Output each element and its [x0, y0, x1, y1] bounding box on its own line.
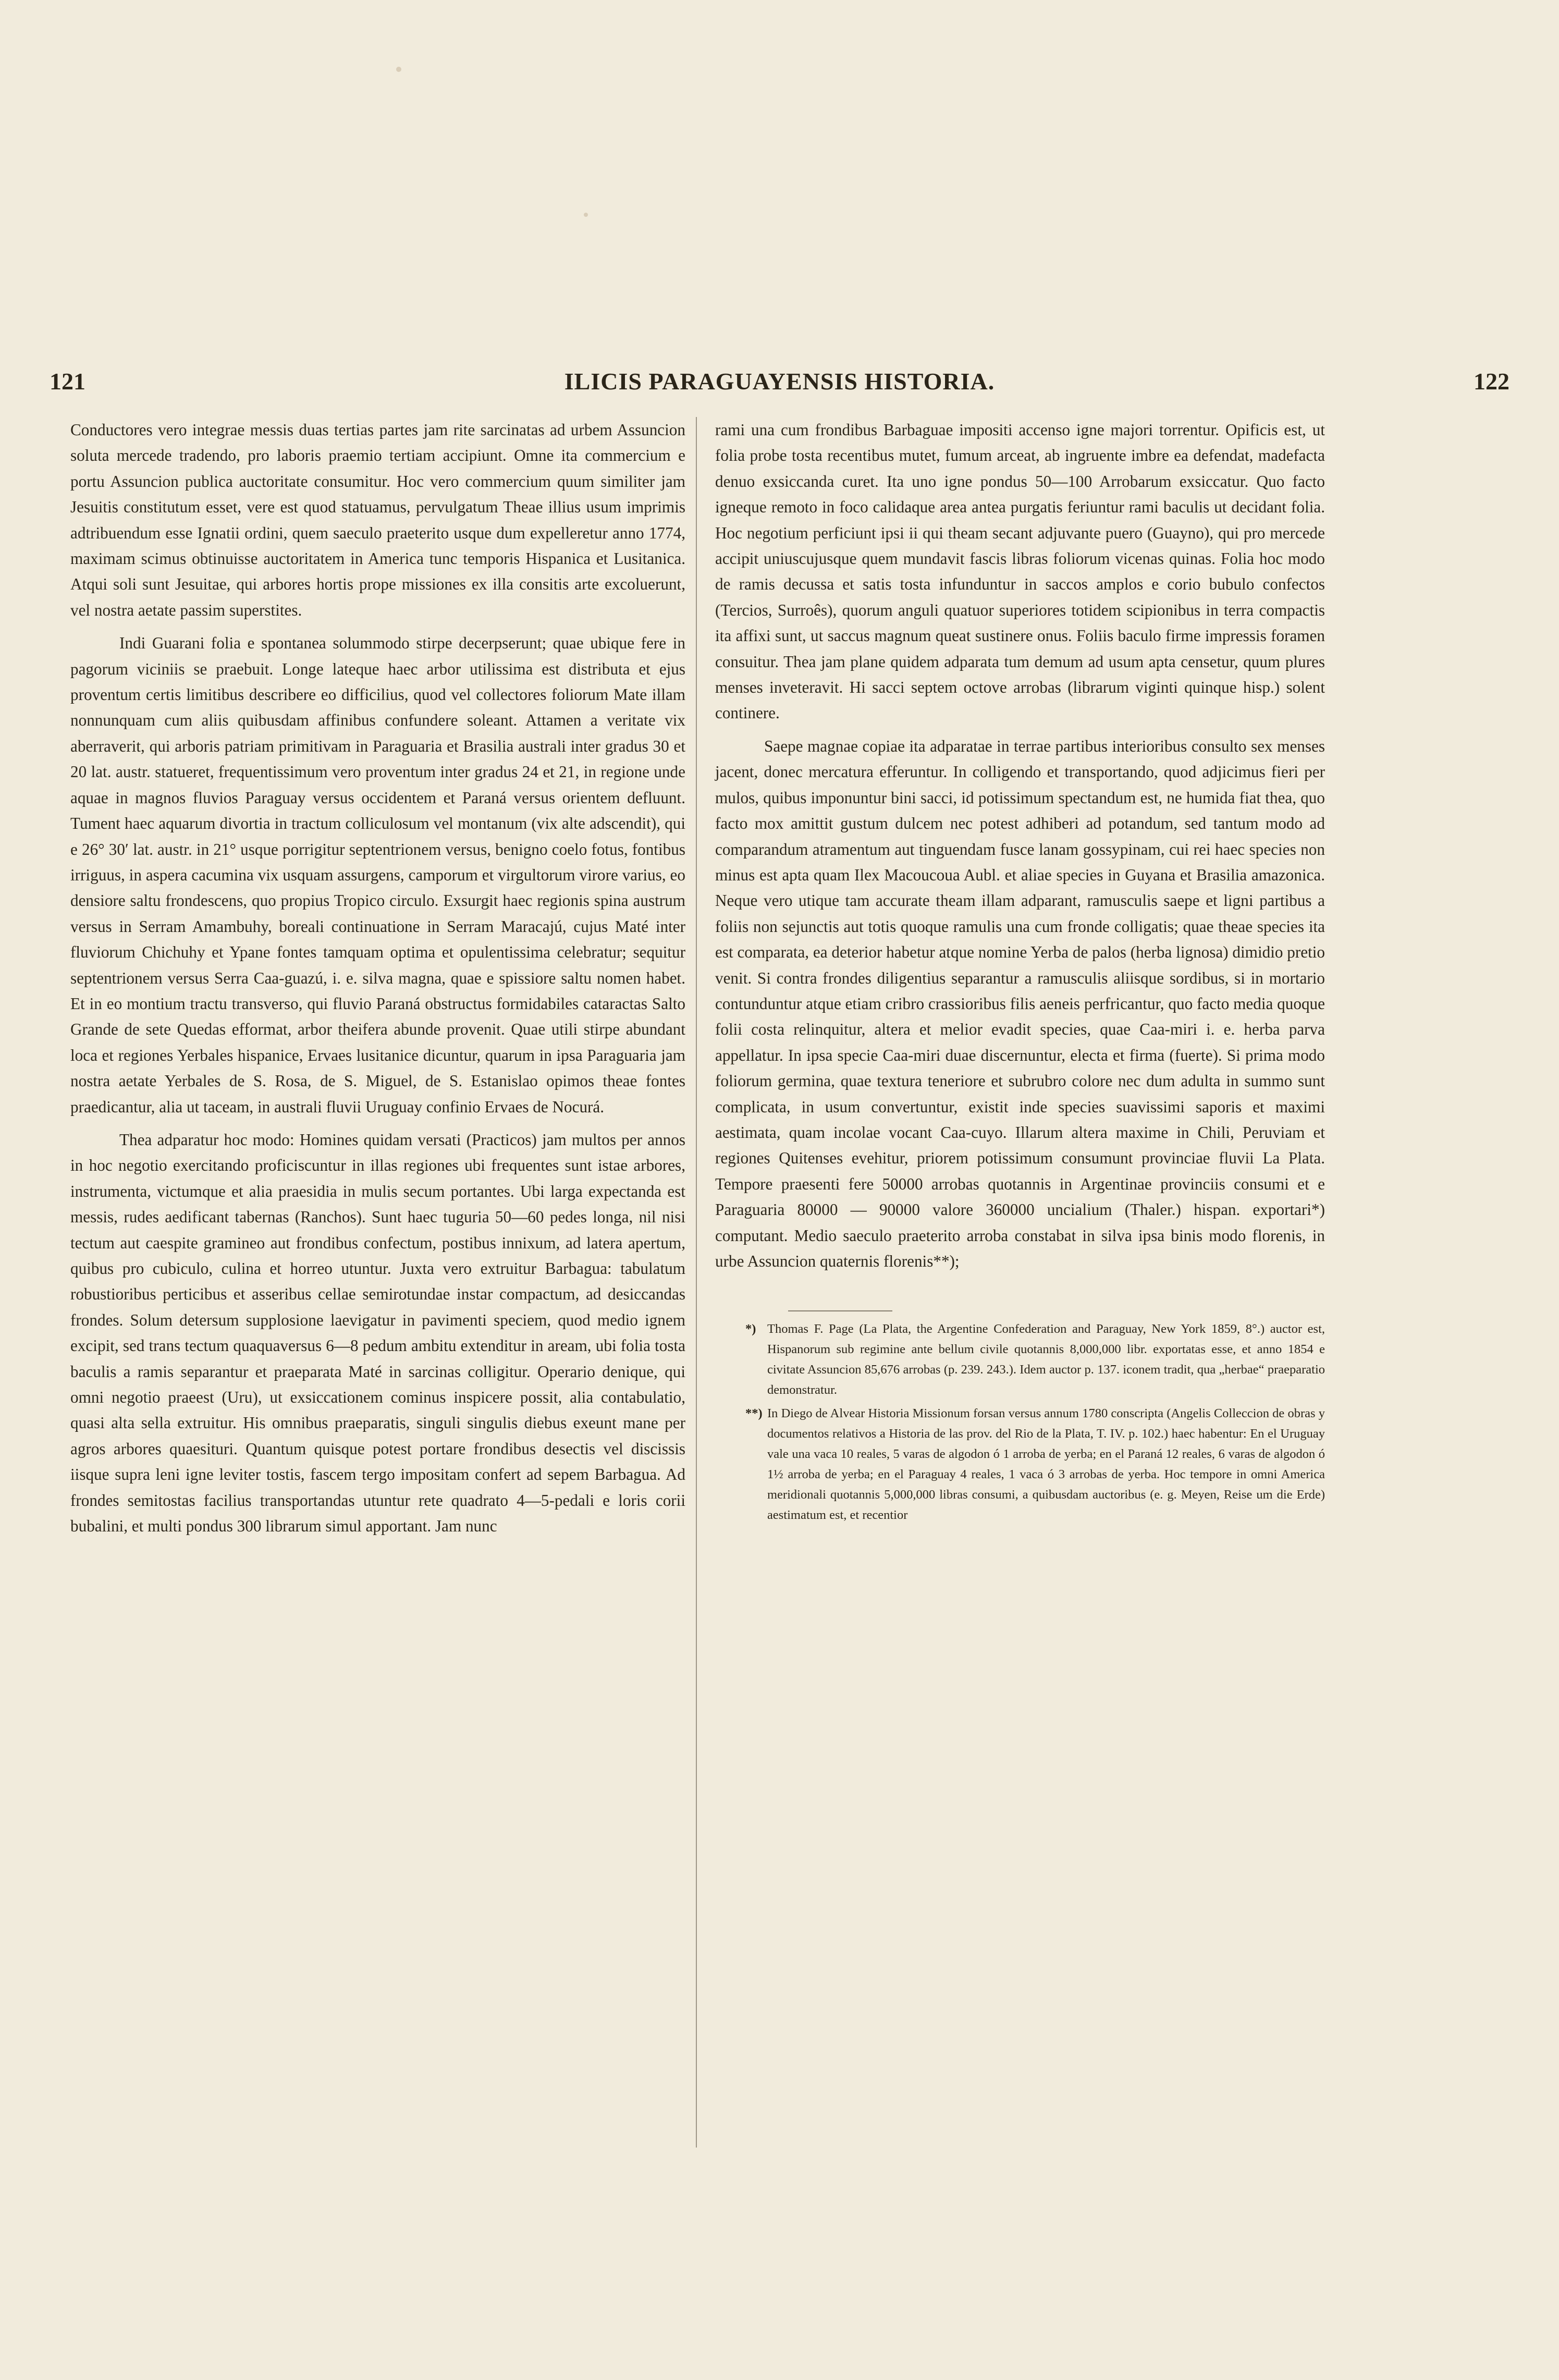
column-divider — [696, 417, 697, 2148]
footnote-mark: **) — [745, 1406, 763, 1421]
paragraph: Saepe magnae copiae ita adparatae in terrae partibus interioribus consulto sex menses jacent, donec mercatura efferuntur. In colligendo et transportando, quod adjicimus fieri per mulos, quibus imponuntur bini sacci, id potissimum spectandum est, ne humida fiat thea, quo facto mox amittit gustum dulcem nec potest adhiberi ad potandum, sed tantum modo ad comparandum atramentum aut tinguendam fusce lanam gossypinam, cui rei haec species non minus est apta quam Ilex Macoucoua Aubl. et aliae species in Guyana et Brasilia amazonica. Neque vero utique tam accurate theam illam adparant, ramusculis saepe et ligni partibus a foliis non sejunctis aut totis quoque ramulis una cum fronde colligatis; quae theae species ita est comparata, ea deterior habetur atque nomine Yerba de palos (herba lignosa) dimidio pretio venit. Si contra frondes diligentius separantur a ramusculis aliisque sordibus, si in mortario contunduntur atque etiam cribro crassioribus filis aeneis perfricantur, quo facto media quoque folii costa relinquitur, altera et melior evadit species, quae Caa-miri i. e. herba parva appellatur. In ipsa specie Caa-miri duae discernuntur, electa et firma (fuerte). Si prima modo foliorum germina, quae textura teneriore et subrubro colore nec dum adulta in summo sunt complicata, in usum convertuntur, existit inde species suavissimi saporis et maximi aestimata, quam incolae vocant Caa-cuyo. Illarum altera maxime in Chili, Peruviam et regiones Quitenses evehitur, priorem potissimum consumunt provinciae fluvii La Plata. Tempore praesenti fere 50000 arrobas quotannis in Argentinae provinciis consumi et e Paraguaria 80000 — 90000 valore 360000 uncialium (Thaler.) hispan. exportari*) computant. Medio saeculo praeterito arroba constabat in silva ipsa binis modo florenis, in urbe Assuncion quaternis florenis**); — [715, 737, 1325, 1270]
page-number-right: 122 — [1474, 368, 1509, 395]
paragraph: rami una cum frondibus Barbaguae impositi accenso igne majori torrentur. Opificis est, ut folia probe tosta recentibus mutet, fumum arceat, ab ingruente imbre ea defendat, madefacta denuo exsiccanda curet. Ita uno igne pondus 50—100 Arrobarum exsiccatur. Quo facto igneque remoto in foco calidaque area antea purgatis feriuntur rami baculis ut decidant folia. Hoc negotium perficiunt ipsi ii qui theam secant adjuvante puero (Guayno), qui pro mercede accipit uniuscujusque quem mundavit fascis libras foliorum vicenas quinas. Folia hoc modo de ramis decussa et satis tosta infunduntur in saccos amplos e corio bubulo confectos (Tercios, Surroês), quorum anguli quatuor superiores totidem scipionibus in terra compactis ita affixi sunt, ut saccus magnum queat sustinere onus. Foliis baculo firme impressis foramen consuitur. Thea jam plane quidem adparata tum demum ad usum apta censetur, quum plures menses inveteravit. Hi sacci septem octove arrobas (librarum viginti quinque hisp.) solent continere. — [715, 421, 1325, 722]
paragraph: Conductores vero integrae messis duas tertias partes jam rite sarcinatas ad urbem Assuncion soluta mercede tradendo, pro laboris praemio tertiam accipiunt. Omne ita commercium e portu Assuncion publica auctoritate consumitur. Hoc vero commercium quum similiter jam Jesuitis constitutum esset, vere est quod statuamus, pervulgatum Theae illius usum imprimis adtribuendum esse Ignatii ordini, quem saeculo praeterito usque dum expelleretur anno 1774, maximam scimus obtinuisse auctoritatem in America tunc temporis Hispanica et Lusitanica. Atqui soli sunt Jesuitae, qui arbores hortis prope missiones ex illa consitis arte excoluerunt, vel nostra aetate passim superstites. — [70, 421, 685, 619]
footnote-rule — [788, 1310, 892, 1311]
page-number-left: 121 — [50, 368, 85, 395]
footnote-text: In Diego de Alvear Historia Missionum forsan versus annum 1780 conscripta (Angelis Colleccion de obras y documentos relativos a Historia de las prov. del Rio de la Plata, T. IV. p. 102.) haec habentur: En el Uruguay vale una vaca 10 reales, 5 varas de algodon ó 1 arroba de yerba; en el Paraná 12 reales, 6 varas de algodon ó 1½ arroba de yerba; en el Paraguay 4 reales, 1 vaca ó 3 arrobas de yerba. Hoc tempore in omni America meridionali quotannis 5,000,000 libras consumi, a quibusdam auctoribus (e. g. Meyen, Reise um die Erde) aestimatum est, et recentior — [767, 1406, 1325, 1523]
running-header — [50, 367, 1509, 399]
paper-spot — [396, 67, 401, 72]
paper-spot — [584, 213, 588, 217]
right-column — [715, 417, 1325, 1528]
footnote-mark: *) — [745, 1322, 756, 1336]
paragraph: Indi Guarani folia e spontanea solummodo stirpe decerpserunt; quae ubique fere in pagorum viciniis se praebuit. Longe lateque haec arbor utilissima est distributa et ejus proventum certis limitibus describere eo difficilius, quod vel collectores foliorum Mate illam nonnunquam cum aliis quibusdam affinibus confundere soleant. Attamen a veritate vix aberraverit, qui arboris patriam primitivam in Paraguaria et Brasilia australi inter gradus 30 et 20 lat. austr. statueret, frequentissimum vero proventum inter gradus 24 et 21, in regione unde aquae in magnos fluvios Paraguay versus occidentem et Paraná versus orientem defluunt. Tument haec aquarum divortia in tractum colliculosum vel montanum (vix alte adscendit), qui e 26° 30′ lat. austr. in 21° usque porrigitur septentrionem versus, benigno coelo fotus, fontibus irriguus, in aspera cacumina vix usquam assurgens, camporum et virgultorum virore varius, eo densiore saltu frondescens, quo propius Tropico circulo. Exsurgit haec regionis spina austrum versus in Serram Amambuhy, boreali continuatione in Serram Maracajú, cujus Maté inter fluviorum Chichuhy et Ypane fontes tamquam optima et opulentissima celebratur; sequitur septentrionem versus Serra Caa-guazú, i. e. silva magna, quae e spissiore saltu nomen habet. Et in eo montium tractu transverso, qui fluvio Paraná obstructus formidabiles cataractas Salto Grande de sete Quedas efformat, arbor theifera abunde provenit. Quae utili stirpe abundant loca et regiones Yerbales hispanice, Ervaes lusitanice dicuntur, quarum in ipsa Paraguaria jam nostra aetate Yerbales de S. Rosa, de S. Miguel, de S. Estanislao opimos theae fontes praedicantur, alia ut taceam, in australi fluvii Uruguay confinio Ervaes de Nocurá. — [70, 634, 685, 1116]
paragraph: Thea adparatur hoc modo: Homines quidam versati (Practicos) jam multos per annos in hoc negotio exercitando proficiscuntur in illas regiones ubi frequentes sunt istae arbores, instrumenta, victumque et alia praesidia in mulis secum portantes. Ubi larga expectanda est messis, rudes aedificant tabernas (Ranchos). Sunt haec tuguria 50—60 pedes longa, nil nisi tectum aut caespite gramineo aut frondibus confectum, postibus innixum, ad latera apertum, quibus pro cubiculo, culina et horreo utuntur. Juxta vero extruitur Barbagua: tabulatum robustioribus perticibus et asseribus cellae semirotundae instar compactum, ad desiccandas frondes. Solum detersum supplosione laevigatur in pavimenti speciem, quod medio ignem excipit, sed trans tectum quaquaversus 6—8 pedum ambitu extenditur in aream, ubi folia tosta baculis a ramis separantur et praeparata Maté in sarcinas colligitur. Operario denique, qui omni negotio praeest (Uru), ut exsiccationem cominus inspicere possit, alia contabulatio, quasi alta sella extruitur. His omnibus praeparatis, singuli singulis diebus exeunt mane per agros arbores quaesituri. Quantum quisque potest portare frondibus desectis vel discissis iisque supra leni igne leviter tostis, fascem tergo impositam confert ad sepem Barbagua. Ad frondes semitostas facilius transportandas utuntur rete quadrato 4—5-pedali e loris corii bubalini, et multi pondus 300 librarum simul apportant. Jam nunc — [70, 1130, 685, 1536]
footnote-text: Thomas F. Page (La Plata, the Argentine Confederation and Paraguay, New York 1859, 8°.) auctor est, Hispanorum sub regimine ante bellum civile quotannis 8,000,000 libr. exportatas esse, et anno 1854 e civitate Assuncion 85,676 arrobas (p. 239. 243.). Idem auctor p. 137. iconem tradit, qua „herbae“ praeparatio demonstratur. — [767, 1322, 1325, 1397]
footnote — [715, 1403, 1325, 1525]
footnote — [715, 1319, 1325, 1400]
running-title: ILICIS PARAGUAYENSIS HISTORIA. — [564, 368, 995, 395]
left-column — [70, 417, 685, 1546]
